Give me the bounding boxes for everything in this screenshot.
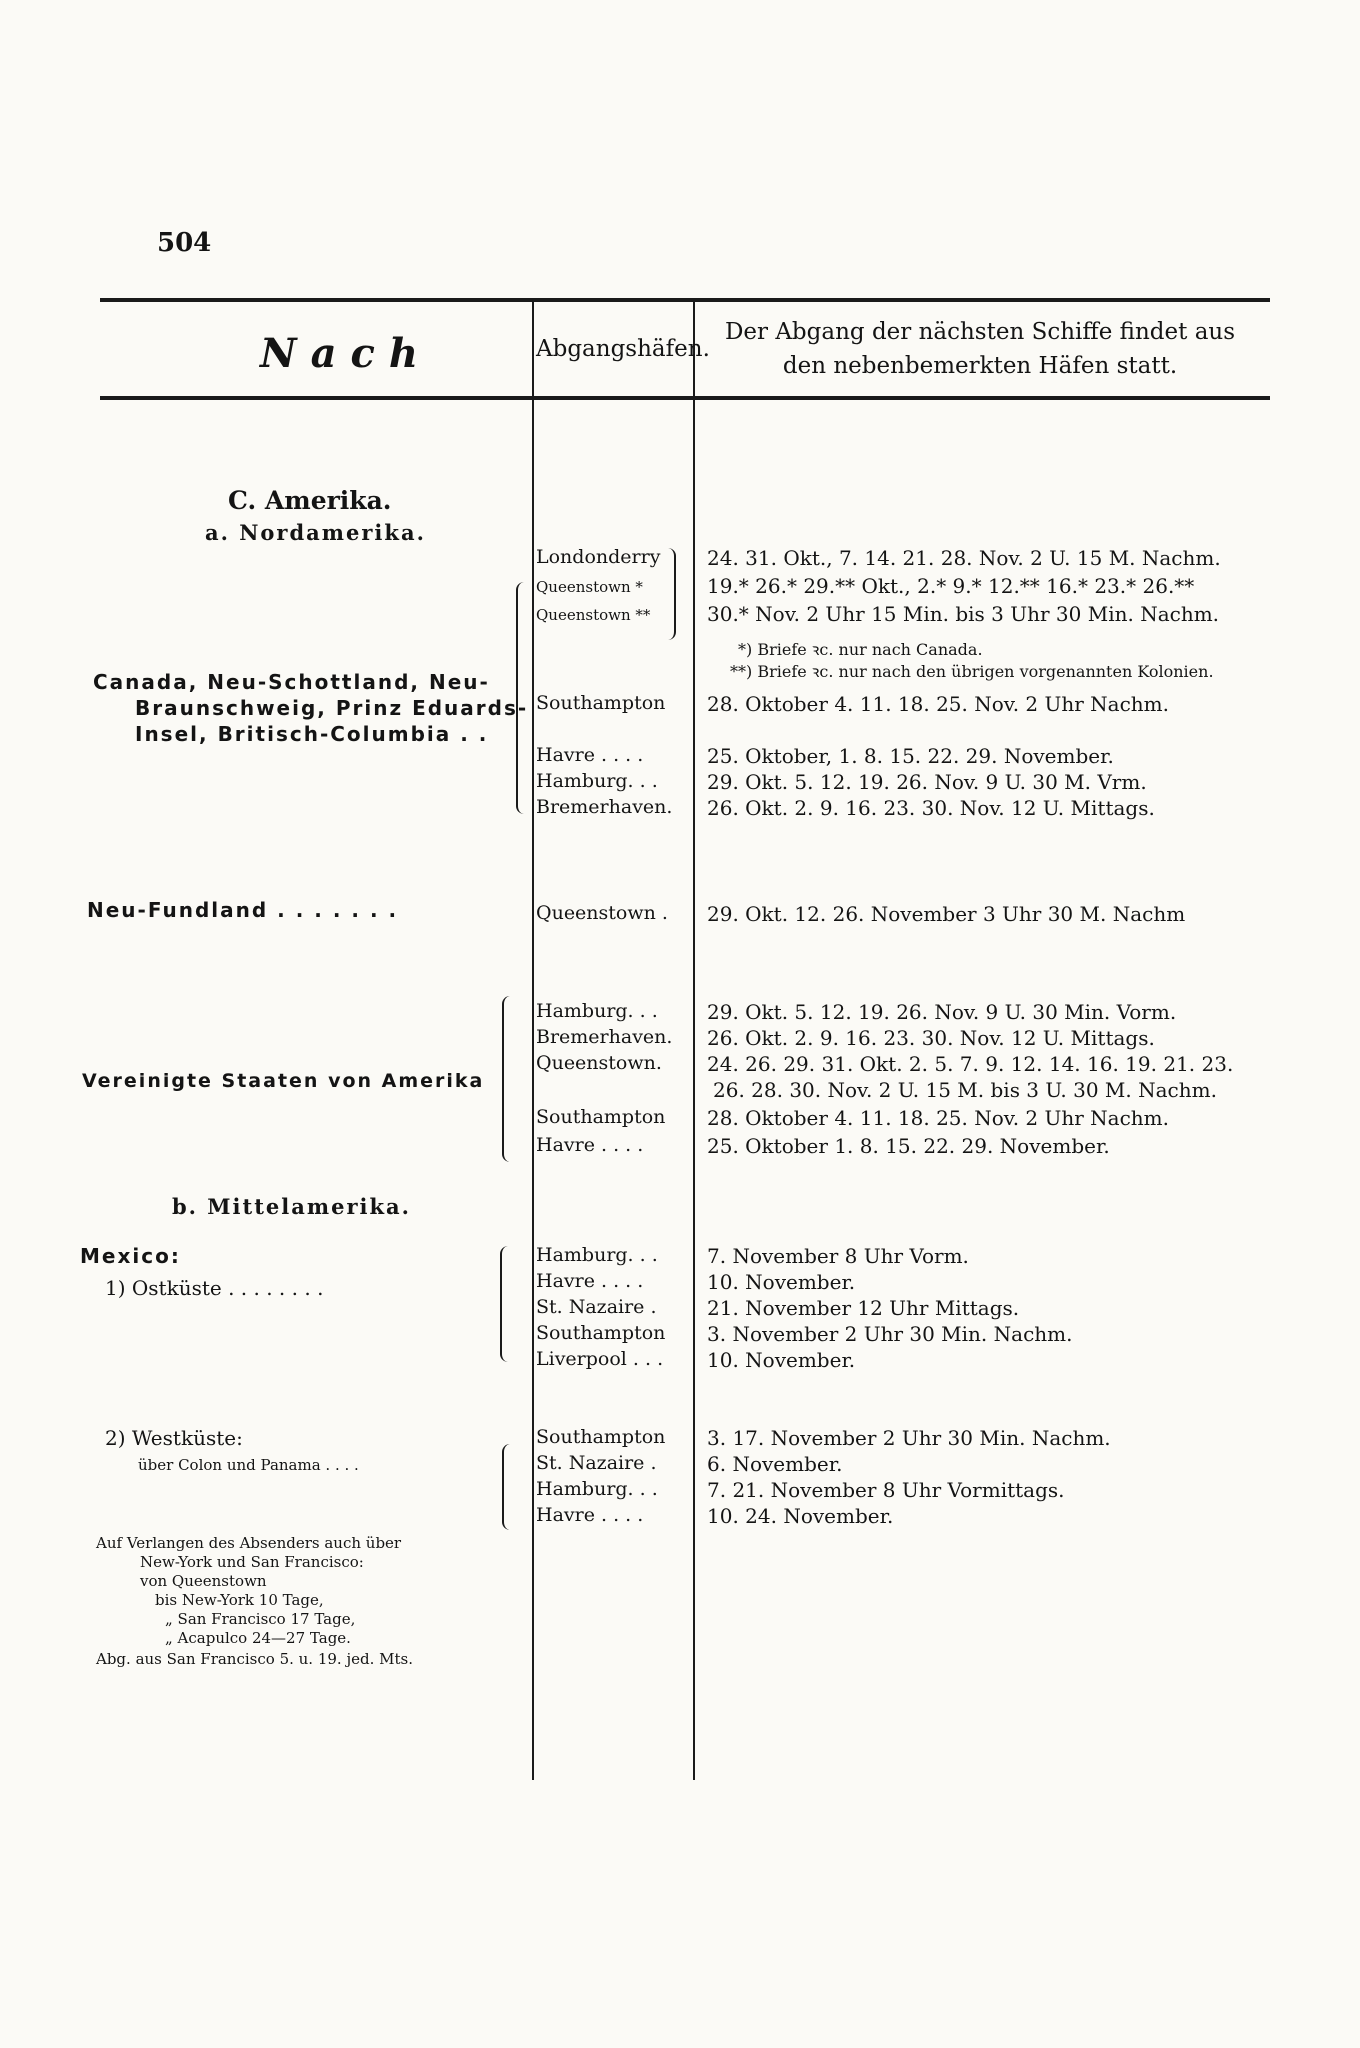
- port: Queenstown .: [536, 902, 668, 924]
- schedule: 3. November 2 Uhr 30 Min. Nachm.: [707, 1322, 1073, 1346]
- page-number: 504: [157, 228, 212, 258]
- schedule: 26. 28. 30. Nov. 2 U. 15 M. bis 3 U. 30 M. Nachm.: [713, 1078, 1217, 1102]
- brace-mexico-east: [500, 1246, 514, 1362]
- schedule: 29. Okt. 5. 12. 19. 26. Nov. 9 U. 30 Min. Vorm.: [707, 1000, 1177, 1024]
- footnote-line: „ San Francisco 17 Tage,: [165, 1610, 356, 1628]
- mexico-east-coast: 1) Ostküste . . . . . . . .: [105, 1276, 324, 1300]
- footnote-canada-1: *) Briefe ꝛc. nur nach Canada.: [738, 640, 983, 659]
- schedule: 6. November.: [707, 1452, 843, 1476]
- brace-usa: [502, 996, 516, 1162]
- column-divider-2: [693, 300, 695, 1780]
- schedule: 26. Okt. 2. 9. 16. 23. 30. Nov. 12 U. Mittags.: [707, 796, 1155, 820]
- schedule: 21. November 12 Uhr Mittags.: [707, 1296, 1020, 1320]
- schedule: 7. 21. November 8 Uhr Vormittags.: [707, 1478, 1065, 1502]
- schedule: 28. Oktober 4. 11. 18. 25. Nov. 2 Uhr Nachm.: [707, 692, 1169, 716]
- port: Hamburg. . .: [536, 1000, 658, 1022]
- schedule: 25. Oktober 1. 8. 15. 22. 29. November.: [707, 1134, 1110, 1158]
- destination-canada-line1: Canada, Neu-Schottland, Neu-: [93, 670, 490, 694]
- destination-canada-line3: Insel, Britisch-Columbia . .: [135, 722, 489, 746]
- brace-mexico-west: [502, 1444, 516, 1530]
- subsection-title: a. Nordamerika.: [205, 520, 426, 545]
- schedule: 10. 24. November.: [707, 1504, 894, 1528]
- brace-canada-ports: [662, 548, 676, 640]
- footnote-canada-2: **) Briefe ꝛc. nur nach den übrigen vorgenannten Kolonien.: [730, 662, 1214, 681]
- port: Queenstown *: [536, 578, 643, 596]
- schedule: 25. Oktober, 1. 8. 15. 22. 29. November.: [707, 744, 1114, 768]
- schedule: 29. Okt. 5. 12. 19. 26. Nov. 9 U. 30 M. Vrm.: [707, 770, 1147, 794]
- destination-usa: Vereinigte Staaten von Amerika: [82, 1070, 485, 1092]
- port: Bremerhaven.: [536, 1026, 673, 1048]
- port: St. Nazaire .: [536, 1452, 657, 1474]
- footnote-line: bis New-York 10 Tage,: [155, 1591, 324, 1609]
- brace-canada: [516, 582, 530, 814]
- footnote-line: Abg. aus San Francisco 5. u. 19. jed. Mts.: [96, 1650, 413, 1668]
- schedule: 30.* Nov. 2 Uhr 15 Min. bis 3 Uhr 30 Min. Nachm.: [707, 602, 1220, 626]
- schedule: 7. November 8 Uhr Vorm.: [707, 1244, 969, 1268]
- header-departure-ports: Abgangshäfen.: [536, 336, 710, 362]
- port: Southampton: [536, 1426, 666, 1448]
- footnote-line: „ Acapulco 24—27 Tage.: [165, 1629, 351, 1647]
- port: Bremerhaven.: [536, 796, 673, 818]
- schedule: 10. November.: [707, 1270, 856, 1294]
- column-divider-1: [532, 300, 534, 1780]
- header-schedule: Der Abgang der nächsten Schiffe findet aus den nebenbemerkten Häfen statt.: [724, 319, 1236, 379]
- schedule: 29. Okt. 12. 26. November 3 Uhr 30 M. Nachm: [707, 902, 1186, 926]
- destination-canada-line2: Braunschweig, Prinz Eduards-: [135, 696, 529, 720]
- mexico-west-coast: 2) Westküste:: [105, 1426, 243, 1450]
- schedule: 19.* 26.* 29.** Okt., 2.* 9.* 12.** 16.* 23.* 26.**: [707, 574, 1195, 598]
- schedule: 28. Oktober 4. 11. 18. 25. Nov. 2 Uhr Nachm.: [707, 1106, 1169, 1130]
- schedule: 24. 31. Okt., 7. 14. 21. 28. Nov. 2 U. 15 M. Nachm.: [707, 546, 1221, 570]
- port: Havre . . . .: [536, 1134, 644, 1156]
- footnote-line: New-York und San Francisco:: [140, 1553, 364, 1571]
- destination-newfoundland: Neu-Fundland . . . . . . .: [87, 898, 399, 922]
- footnote-line: Auf Verlangen des Absenders auch über: [96, 1534, 402, 1552]
- destination-mexico: Mexico:: [80, 1244, 181, 1268]
- port: St. Nazaire .: [536, 1296, 657, 1318]
- port: Queenstown **: [536, 606, 651, 624]
- port: Londonderry: [536, 546, 661, 568]
- schedule: 3. 17. November 2 Uhr 30 Min. Nachm.: [707, 1426, 1111, 1450]
- port: Havre . . . .: [536, 1504, 644, 1526]
- port: Hamburg. . .: [536, 770, 658, 792]
- port: Southampton: [536, 1106, 666, 1128]
- header-destination: Nach: [260, 330, 432, 377]
- footnote-line: von Queenstown: [140, 1572, 267, 1590]
- schedule: 26. Okt. 2. 9. 16. 23. 30. Nov. 12 U. Mittags.: [707, 1026, 1155, 1050]
- port: Havre . . . .: [536, 1270, 644, 1292]
- header-bottom-rule: [100, 396, 1270, 400]
- schedule: 24. 26. 29. 31. Okt. 2. 5. 7. 9. 12. 14. 16. 19. 21. 23.: [707, 1052, 1234, 1076]
- port: Havre . . . .: [536, 744, 644, 766]
- schedule: 10. November.: [707, 1348, 856, 1372]
- port: Queenstown.: [536, 1052, 662, 1074]
- header-top-rule: [100, 298, 1270, 302]
- port: Hamburg. . .: [536, 1478, 658, 1500]
- port: Liverpool . . .: [536, 1348, 664, 1370]
- section-title: C. Amerika.: [228, 486, 392, 515]
- port: Hamburg. . .: [536, 1244, 658, 1266]
- port: Southampton: [536, 692, 666, 714]
- route-via: über Colon und Panama . . . .: [138, 1456, 359, 1474]
- port: Southampton: [536, 1322, 666, 1344]
- subsection-title: b. Mittelamerika.: [172, 1194, 411, 1219]
